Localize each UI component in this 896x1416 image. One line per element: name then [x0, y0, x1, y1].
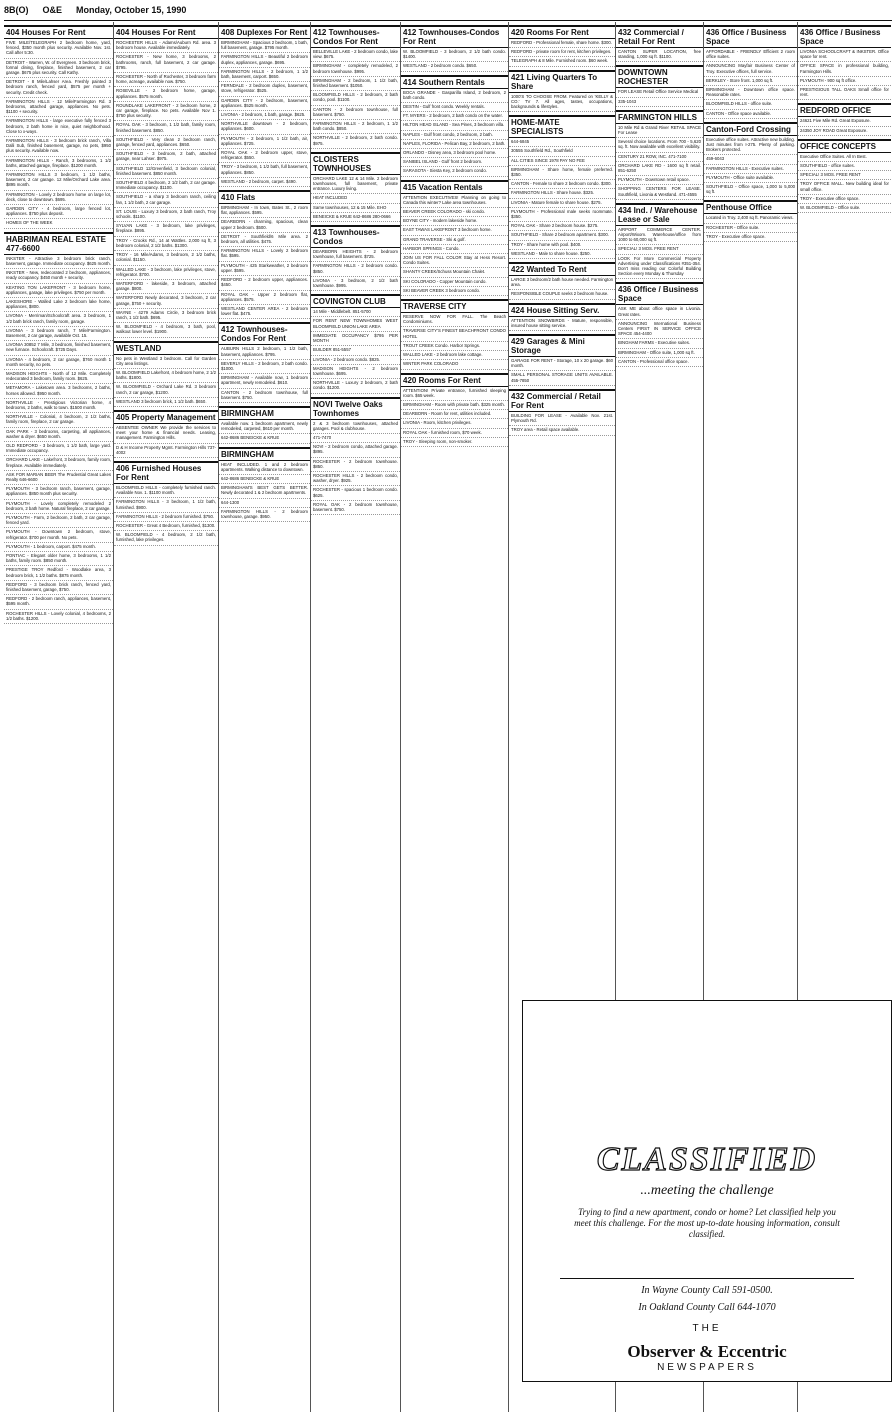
- classified-ad: HARBOR SPRINGS - Condo.: [401, 245, 508, 254]
- classified-ad: SMALL PERSONAL STORAGE UNITS AVAILABLE. 455-7850: [509, 371, 615, 385]
- classified-ad: PLYMOUTH - Downtown retail space.: [616, 176, 703, 185]
- classified-ad: BIRMINGHAM - 2 bedroom, 1 1/2 bath, finished basement. $1050.: [311, 77, 400, 91]
- section-heading: 429 Garages & Mini Storage: [509, 334, 615, 357]
- classified-ad: FARMINGTON HILLS - large executive fully fenced 3 bedroom, 2 bath home in nice, quiet neighborhood. Close to x-ways.: [4, 117, 113, 137]
- section-heading: 412 Townhouses-Condos For Rent: [311, 25, 400, 48]
- section-heading: 413 Townhouses-Condos: [311, 225, 400, 248]
- classified-ad: WAYNE - 4279 Adams Circle, 3 bedroom brick ranch, 1 1/2 bath. $695.: [114, 309, 218, 323]
- classified-ad: TROY OFFICE MALL. New building ideal for small office.: [798, 180, 891, 194]
- classified-ad: INKSTER - New, redecorated 2 bedroom, appliances, ready occupancy. $450 month + security.: [4, 269, 113, 283]
- classified-ad: JOIN US FOR FALL COLOR Stay at Hess Resort. Condo Suites.: [401, 254, 508, 268]
- classified-ad: TELEGRAPH & 8 Mile. Furnished room. $60 week.: [509, 57, 615, 66]
- classified-ad: RESERVE NOW FOR FALL. The Beach Condominiums.: [401, 313, 508, 327]
- classified-ad: OLD REDFORD - 3 bedroom, 1 1/2 bath, large yard. Immediate occupancy.: [4, 442, 113, 456]
- section-heading: 432 Commercial / Retail For Rent: [616, 25, 703, 48]
- classified-ad: CANTON - 2 bedroom townhouse, full basement. $750.: [311, 106, 400, 120]
- classified-ad: PLYMOUTH - 3 bedroom ranch, basement, garage, appliances. $850 month plus security.: [4, 485, 113, 499]
- classified-ad: FARMINGTON HILLS - 12 Mile/Farmington Rd. 3 bedrooms, attached garage, appliances. No pets. $1100 + security.: [4, 98, 113, 118]
- classified-ad: Executive office suites. Attractive new building. Just minutes from I-275. Plenty of parking. Brokers protected.: [704, 136, 797, 156]
- section-heading: 420 Rooms For Rent: [401, 373, 508, 387]
- classified-ad: PLYMOUTH - Downtown 2 bedroom, stove, refrigerator. $700 per month. No pets.: [4, 528, 113, 542]
- classified-ad: GRAND TRAVERSE - Ski & golf.: [401, 236, 508, 245]
- classified-ad: SOUTHFIELD - Office space, 1,000 to 5,000 sq ft.: [704, 183, 797, 197]
- classified-ad: D & H Income Property Mgmt. Farmington Hills 737-4002: [114, 444, 218, 458]
- classified-ad: PLYMOUTH - 1 bedroom, carport. $475 month.: [4, 543, 113, 552]
- classified-ad: REDFORD - 3 bedroom brick ranch, fenced yard, finished basement, garage, $750.: [4, 581, 113, 595]
- classified-ad: LIVONIA - 4 bedroom, 2 car garage, $760 month 1 month security, no pets.: [4, 356, 113, 370]
- classified-ad: GARDEN CITY - 4 bedroom, large fenced lot, appliances. $750 plus deposit.: [4, 205, 113, 219]
- section-heading: DOWNTOWN ROCHESTER: [616, 65, 703, 88]
- classified-ad: BERKLEY - Store front. 1,000 sq ft.: [704, 77, 797, 86]
- classified-ad: CANTON - Office space available.: [704, 110, 797, 119]
- classified-ad: BIRMINGHAM - completely remodeled, 2 bedroom townhouse. $995.: [311, 62, 400, 76]
- classified-ad: SPECIAL! 3 MOS. FREE RENT: [616, 245, 703, 254]
- classified-ad: WESTLAND - 2 bedroom, carpet. $490.: [219, 178, 310, 187]
- classified-ad: ATTENTION SNOWBIRDS - Mature, responsible, insured house sitting service.: [509, 317, 615, 331]
- wayne-county-phone: In Wayne County Call 591-0500.: [641, 1285, 773, 1296]
- classified-ad: ST. LOUIS - Luxury 3 bedroom, 2 bath ranch, Troy schools. $1100.: [114, 208, 218, 222]
- classified-ad: SKI COLORADO - Copper Mountain condo.: [401, 278, 508, 287]
- classified-ad: ROCHESTER - spacious 1 bedroom condo. $625.: [311, 486, 400, 500]
- classified-ad: LIVONIA - 3 bedroom, 2 1/2 bath townhouse. $995.: [311, 277, 400, 291]
- masthead-title: Observer & Eccentric: [627, 1342, 787, 1361]
- classified-ad: BUILDER 851-5557: [311, 346, 400, 355]
- classified-ad: W. BLOOMFIELD - 4 bedroom, 3 bath, pool, walkout lower level. $1900.: [114, 323, 218, 337]
- classified-ad: NORTHVILLE - Luxury 2 bedroom, 2 bath condo. $1200.: [311, 379, 400, 393]
- classified-ad: DEARBORN - Room for rent, utilities included.: [401, 410, 508, 419]
- classified-ad: PLYMOUTH - Farm, 2 bedroom, 2 bath, 2 car garage, fenced yard.: [4, 514, 113, 528]
- section-heading: 404 Houses For Rent: [4, 25, 113, 39]
- masthead-newspapers: NEWSPAPERS: [657, 1362, 757, 1373]
- classified-ad: ROYAL OAK - 3 bedroom, 1 1/2 bath, family room, finished basement. $850.: [114, 121, 218, 135]
- classified-ad: LIVONIA - 2 bedroom condo. $825.: [311, 356, 400, 365]
- classified-ad: PLYMOUTH - Professional male seeks roommate. $350.: [509, 208, 615, 222]
- classified-ad: SOUTHFIELD 4 bedroom, 2 1/2 bath, 2 car garage. Immediate occupancy. $1100.: [114, 179, 218, 193]
- section-heading: 410 Flats: [219, 190, 310, 204]
- section-heading: HOME-MATE SPECIALISTS: [509, 115, 615, 138]
- classified-ad: 14 Mile - Middlebelt. 851-5700: [311, 308, 400, 317]
- classified-ad: TROY area - Retail space available.: [509, 426, 615, 435]
- section-heading: 408 Duplexes For Rent: [219, 25, 310, 39]
- classified-ad: SHOPPING CENTERS FOR LEASE. Southfield, Livonia & Westland. 471-4555: [616, 185, 703, 199]
- classified-ad: WALLED LAKE - 2 bedroom lake cottage.: [401, 351, 508, 360]
- classified-ad: ATTENTION EXECUTIVES! Planning on going to Canada this winter? Lake area townhouses.: [401, 194, 508, 208]
- classified-ad: LIVONIA - Room, kitchen privileges.: [401, 419, 508, 428]
- classified-ad: AFFORDABLE - FRIENDLY Efficient 2 room office suites.: [704, 48, 797, 62]
- classified-ad: FARMINGTON HILLS - 2 bedroom condo. $850.: [311, 262, 400, 276]
- classified-ad: SPECIAL! 3 MOS. FREE RENT: [798, 171, 891, 180]
- classified-ad: SOUTHFIELD - 3 bedroom, 2 bath, attached garage, near Lahser. $975.: [114, 150, 218, 164]
- classified-ad: BIRMINGHAM'S BEST GETS BETTER. Newly decorated 1 & 2 bedroom apartments.: [219, 484, 310, 498]
- classified-ad: ASK ME about office space in Livonia. Great rates.: [616, 305, 703, 319]
- classified-ad: WATERFORD Newly decorated, 3 bedroom, 2 car garage, $750 + security.: [114, 294, 218, 308]
- classified-ad: PONTIAC - Elegant older home, 3 bedrooms, 1 1/2 baths, family room. $850 month.: [4, 552, 113, 566]
- classified-ad: ROCHESTER - 2 bedroom townhouse. $850.: [311, 458, 400, 472]
- classified-ad: ABSENTEE OWNER We provide the services to meet your home & financial needs. Leasing, management. Farmington Hills.: [114, 424, 218, 444]
- classified-ad: TRAVERSE CITY'S FINEST BEACHFRONT CONDO HOTEL: [401, 327, 508, 341]
- classified-ad: OAK PARK - 3 bedrooms, carpeting, all appliances, washer & dryer. $650 month.: [4, 428, 113, 442]
- classified-ad: FT. MYERS - 2 bedroom, 2 bath condo on the water.: [401, 112, 508, 121]
- classified-ad: FARMINGTON HILLS - 3 bedroom, 1 1/2 bath, furnished. $900.: [114, 498, 218, 512]
- section-heading: 414 Southern Rentals: [401, 75, 508, 89]
- classified-ad: LARGE 3 bedroom/2 bath house needed. Farmington area.: [509, 276, 615, 290]
- classified-ad: ALL CITIES SINCE 1978 PAY NO FEE: [509, 157, 615, 166]
- classified-ad: LIVONIA - Merriman/Schoolcraft area. 3 bedroom, 1 1/2 bath brick ranch, family room, garage.: [4, 312, 113, 326]
- classified-ad: 471-7470: [311, 434, 400, 443]
- classified-ad: PLYMOUTH - Lovely completely remodeled 2 bedroom, 2 bath home. Natural fireplace, 2 car garage.: [4, 500, 113, 514]
- classified-ad: ORCHARD LAKE 12 & 14 Mile. 2 bedroom townhouses, full basement, private entrance. Luxury living.: [311, 175, 400, 195]
- classified-ad: 642-8686 BENEICKE & KRUE: [219, 434, 310, 443]
- classified-ad: FARMINGTON HILLS - Ranch, 3 bedrooms, 1 1/2 baths, attached garage, fireplace. $1200 month.: [4, 157, 113, 171]
- section-heading: 404 Houses For Rent: [114, 25, 218, 39]
- classified-ad: ROCHESTER HILLS - 2 bedroom condo, washer, dryer. $925.: [311, 472, 400, 486]
- classified-ad: LIVONIA SCHOOLCRAFT & INKSTER. Office space for rent.: [798, 48, 891, 62]
- section-heading: HABRIMAN REAL ESTATE 477-6600: [4, 232, 113, 255]
- classified-ad: REDFORD - 2 bedroom upper, appliances. $450.: [219, 276, 310, 290]
- classified-ad: ORLANDO - Disney area, 3 bedroom pool home.: [401, 149, 508, 158]
- classified-ad: SOUTHFIELD - Share 2 bedroom apartment. $300.: [509, 231, 615, 240]
- classified-ad: 644-1300: [219, 499, 310, 508]
- classified-ad: SOUTHFIELD - a sharp 3 bedroom ranch, ceiling fan, 1 1/2 bath, 2 car garage.: [114, 193, 218, 207]
- classified-ad: NOVI - 2 bedroom condo, attached garage. $895.: [311, 443, 400, 457]
- classified-ad: OFFICE SPACE in professional building, Farmington Hills.: [798, 62, 891, 76]
- page-header: [4, 0, 892, 21]
- section-heading: Canton-Ford Crossing: [704, 122, 797, 136]
- classified-ad: FARMINGTON - Lovely 2 bedroom home on large lot, deck, close to downtown. $695.: [4, 191, 113, 205]
- section-name: O&E: [42, 5, 63, 15]
- classified-ad: W. BLOOMFIELD Lakefront, 4 bedroom home, 2 1/2 baths. $1800.: [114, 369, 218, 383]
- section-heading: WESTLAND: [114, 341, 218, 355]
- classified-ad: BIRMINGHAM - Downtown office space. Reasonable rates.: [704, 86, 797, 100]
- classified-ad: W. BLOOMFIELD - 3 bedroom, 2 1/2 bath condo. $1400.: [401, 48, 508, 62]
- classified-ad: DEARBORN HEIGHTS - 2 bedroom townhouse, full basement. $725.: [311, 248, 400, 262]
- classified-ad: 1000'S TO CHOOSE FROM. Featured on 'KELLY & CO.' TV 7. All ages, tastes, occupations, backgrounds & lifestyles.: [509, 93, 615, 113]
- classified-ad: TROY - Crooks Rd., 14 at Wattles. 2,000 sq ft, 3 bedroom colonial, 2 1/2 baths. $1300.: [114, 237, 218, 251]
- classified-ad: ROCHESTER - New home, 3 bedrooms, 2 bathrooms, ranch, full basement, 2 car garage. $795.: [114, 53, 218, 73]
- classified-ad: CANTON - 2 bedroom townhouse, full basement. $750.: [219, 389, 310, 403]
- classified-ad: BIRMINGHAM - Room with private bath. $325 month.: [401, 401, 508, 410]
- classified-ad: TROY - Executive office space.: [704, 233, 797, 242]
- classified-ad: FARMINGTON HILLS - Share house. $325.: [509, 189, 615, 198]
- classified-ad: NORTHVILLE - Prestigious Victorian home, 4 bedrooms, 2 baths, walk to town. $1500 month.: [4, 399, 113, 413]
- classified-ad: BUILDING FOR LEASE - Available Nov. 21st. Plymouth Rd.: [509, 412, 615, 426]
- classified-ad: LIVONIA - 2 bedroom, 1 bath, garage. $625.: [219, 111, 310, 120]
- classified-ad: SANIBEL ISLAND - Gulf front 2 bedroom.: [401, 158, 508, 167]
- classified-ad: FOR LEASE Retail Office Service Medical: [616, 88, 703, 97]
- classified-ad: FARMINGTON HILLS - Beautiful 2 bedroom duplex, appliances, garage. $695.: [219, 53, 310, 67]
- classified-ad: BELLEVILLE LAKE - 2 bedroom condo, lake view. $675.: [311, 48, 400, 62]
- column-2: [114, 22, 219, 1412]
- classified-ad: SHANTY CREEK/Schuss Mountain Chalet.: [401, 268, 508, 277]
- column-4: [311, 22, 401, 1412]
- classified-ad: SOUTHFIELD 12/Greenfield, 3 bedroom colonial, finished basement. $850 month.: [114, 165, 218, 179]
- classified-ad: NAPLES, FLORIDA - Pelican Bay, 2 bedroom, 2 bath.: [401, 140, 508, 149]
- classified-ad: FOR RENT NEW TOWNHOMES WEST BLOOMFIELD UNION LAKE AREA: [311, 317, 400, 331]
- classified-ad: LAKESHORE - Walled Lake 2 bedroom lake home, appliances, $800.: [4, 298, 113, 312]
- section-heading: 415 Vacation Rentals: [401, 180, 508, 194]
- classified-ad: WALLED LAKE - 3 bedroom, lake privileges, stove, refrigerator. $700.: [114, 266, 218, 280]
- classified-ad: METAMORA - Laketown area. 3 bedrooms, 2 baths, horses allowed. $950 month.: [4, 384, 113, 398]
- classified-ad: ANNOUNCING Mayfair Business Center of Troy. Executive offices, full service.: [704, 62, 797, 76]
- classified-ad: HOMES OF THE WEEK: [4, 219, 113, 228]
- classified-ad: 2 & 3 bedroom townhouses, attached garages. Pool & clubhouse.: [311, 420, 400, 434]
- classified-ad: DETROIT - 8 Mile/Lahser Area. Freshly painted 3 bedroom ranch, fenced yard, $575 per month + security. Credit check.: [4, 78, 113, 98]
- classified-ad: LIVONIA - Mature female to share house. $275.: [509, 199, 615, 208]
- classified-ad: NAPLES - Gulf front condo, 2 bedroom, 2 bath.: [401, 131, 508, 140]
- classified-ad: WINTER PARK COLORADO: [401, 360, 508, 369]
- section-heading: FARMINGTON HILLS: [616, 110, 703, 124]
- classified-ad: 24350 JOY ROAD Great Exposure.: [798, 127, 891, 136]
- section-heading: OFFICE CONCEPTS: [798, 139, 891, 153]
- column-5: [401, 22, 509, 1412]
- classified-ad: ASK FOR MARIAN BEER The Prudential Great Lakes Realty 646-6600: [4, 471, 113, 485]
- section-heading: 405 Property Management: [114, 410, 218, 424]
- classified-ad: ROCHESTER HILLS - Lovely colonial, 4 bedrooms, 2 1/2 baths. $1200.: [4, 610, 113, 624]
- classified-ad: BINGHAM FARMS - Executive suites.: [616, 339, 703, 348]
- classified-ad: HILTON HEAD ISLAND - Sea Pines, 3 bedroom villa.: [401, 121, 508, 130]
- classified-ad: FARMINGTON HILLS - 2 bedroom furnished. $750.: [114, 513, 218, 522]
- classified-ad: TROY - Sleeping room, non-smoker.: [401, 438, 508, 447]
- section-heading: BIRMINGHAM: [219, 447, 310, 461]
- classified-ad: No pets in Westland 3 bedroom. Call for Garden City area listings.: [114, 355, 218, 369]
- classified-ad: 10 Mile Rd & Grand River RETAIL SPACE For Lease: [616, 124, 703, 138]
- page-number: 8B(O): [4, 5, 29, 15]
- classified-ad: Several choice locations. From 700 - 5,620 sq. ft. Now available with excellent visibility.: [616, 138, 703, 152]
- classified-ad: FIVE MILE/TELEGRAPH 2 bedroom home, yard, fenced, $350 month plus security. Available Nov. 1st. Call after 5:30.: [4, 39, 113, 59]
- classified-ad: DETROIT - Warren, W. of Evergreen. 3 bedroom brick, formal dining, fireplace, finished basement, 2 car garage. $675 plus security. Call Kathy.: [4, 59, 113, 79]
- section-heading: BIRMINGHAM: [219, 406, 310, 420]
- classified-ad: PLYMOUTH - 900 sq ft office.: [798, 77, 891, 86]
- section-heading: 422 Wanted To Rent: [509, 262, 615, 276]
- classified-wordmark: CLASSIFIED: [596, 1141, 818, 1178]
- section-heading: CLOISTERS TOWNHOUSES: [311, 152, 400, 175]
- classified-ad: NORTHVILLE - Colonial, 4 bedroom, 2 1/2 baths, family room, fireplace, 2 car garage.: [4, 413, 113, 427]
- promo-divider: [560, 1278, 854, 1279]
- section-heading: TRAVERSE CITY: [401, 299, 508, 313]
- classified-ad: PLYMOUTH - 425 Starkweather, 2 bedroom upper. $595.: [219, 262, 310, 276]
- classified-ad: LIVONIA - 3 bedroom ranch, 7 Mile/Farmington. Basement, 2 car garage, available Oct. 15.: [4, 327, 113, 341]
- classified-ad: CANTON - Female to share 2 bedroom condo. $300.: [509, 180, 615, 189]
- classified-ad: TROY - Executive office space.: [798, 195, 891, 204]
- classified-ad: CANTON - Professional office space.: [616, 358, 703, 367]
- classified-ad: LIVONIA 30852 7 Mile, 3 bedroom, finished basement, new furnace. Schoolcraft. $725 Days.: [4, 341, 113, 355]
- classified-ad: W. BLOOMFIELD - Orchard Lake Rd. 3 bedroom ranch, 2 car garage, $1200.: [114, 383, 218, 397]
- classified-ad: ROCHESTER HILLS - Adams/Auburn Rd. area. 3 bedroom house. Available immediately.: [114, 39, 218, 53]
- classified-ad: TROY - Share home with pool. $400.: [509, 241, 615, 250]
- classified-ad: BEAVER CREEK COLORADO - ski condo.: [401, 208, 508, 217]
- classified-ad: 24621 Five Mile Rd. Great Exposure.: [798, 117, 891, 126]
- classified-ad: WESTLAND CENTER AREA - 2 bedroom lower flat. $475.: [219, 305, 310, 319]
- section-heading: 421 Living Quarters To Share: [509, 70, 615, 93]
- classified-ad: 642-8686 BENEICKE & KRUE: [219, 475, 310, 484]
- classified-ad: LOOK For More Commercial Property Advertising under Classifications #351-354. Don't miss reading our Colorful Building Section every Monday & Thursday: [616, 255, 703, 280]
- classified-ad: RESPONSIBLE COUPLE seeks 2 bedroom house.: [509, 290, 615, 299]
- classified-ad: ATTENTION! Private entrance, furnished sleeping room. $65 week.: [401, 387, 508, 401]
- classified-ad: BIRMINGHAM - Office suite, 1,000 sq ft.: [616, 349, 703, 358]
- classified-ad: FARMINGTON HILLS - 3 bedroom brick ranch, Villa Dalli Sub, finished basement, garage, no pets, $950 plus security. Available now.: [4, 137, 113, 157]
- classified-ad: REDFORD - private room for rent, kitchen privileges.: [509, 48, 615, 57]
- classified-ad: ROCHESTER - North of Rochester, 3 bedroom farm home, acreage, available now. $750.: [114, 73, 218, 87]
- section-heading: 434 Ind. / Warehouse Lease or Sale: [616, 203, 703, 226]
- classified-ad: FARMINGTON HILLS - 2 bedroom, 1 1/2 bath, basement, carport. $650.: [219, 68, 310, 82]
- classified-ad: BLOOMFIELD HILLS - completely furnished ranch. Available Nov. 1. $1100 month.: [114, 484, 218, 498]
- classified-ad: IMMEDIATE OCCUPANCY $795 PER MONTH: [311, 332, 400, 346]
- classified-ad: SOUTHFIELD - Very clean 2 bedroom ranch, garage, fenced yard, appliances. $650.: [114, 136, 218, 150]
- classified-ad: MADISON HEIGHTS - North of 12 Mile. Completely redecorated 3 bedroom, family room. $625.: [4, 370, 113, 384]
- classified-ad: Located in Troy. 2,400 sq ft. Panoramic views.: [704, 214, 797, 223]
- section-heading: Penthouse Office: [704, 200, 797, 214]
- masthead-the: THE: [692, 1323, 722, 1334]
- classified-ad: ROSEVILLE - 2 bedroom home, garage, appliances. $575 month.: [114, 87, 218, 101]
- classified-ad: SYLVAN LAKE - 3 bedroom, lake privileges, fireplace. $895.: [114, 222, 218, 236]
- classified-ad: HEAT INCLUDED. 1 and 2 bedroom apartments. Walking distance to downtown.: [219, 461, 310, 475]
- classified-ad: INKSTER - Attractive 3 bedroom brick ranch, basement, garage. Immediate occupancy. $625 month.: [4, 255, 113, 269]
- section-heading: 436 Office / Business Space: [798, 25, 891, 48]
- classified-ad: AIRPORT COMMERCE CENTER. Airport/Wixom. Warehouse/office from 1000 to 60,000 sq ft.: [616, 226, 703, 246]
- promo-tagline: ...meeting the challenge: [640, 1183, 774, 1198]
- classified-ad: DESTIN - Gulf front condo. Weekly rentals.: [401, 103, 508, 112]
- classified-ad: GARDEN CITY - 2 bedroom, basement, appliances. $525 month.: [219, 97, 310, 111]
- classified-ad: GARAGE FOR RENT - Storage, 10 x 20 garage. $60 month.: [509, 357, 615, 371]
- issue-date: Monday, October 15, 1990: [76, 5, 187, 15]
- classified-ad: FARMINGTON HILLS - Executive suites.: [704, 165, 797, 174]
- classified-ad: NORTHVILLE downtown - 2 bedroom, appliances. $600.: [219, 120, 310, 134]
- promo-body: Trying to find a new apartment, condo or home? Let classified help you meet this challenge. For the most up-to-date housing information, consult classified.: [574, 1207, 840, 1239]
- section-heading: 424 House Sitting Serv.: [509, 303, 615, 317]
- classified-ad: W. BLOOMFIELD - Office suite.: [798, 204, 891, 213]
- classified-ad: MADISON HEIGHTS - 2 bedroom townhouse. $695.: [311, 365, 400, 379]
- classified-ad: PRESTIGIOUS TALL OAKS Small office for rent.: [798, 86, 891, 100]
- classified-ad: DETROIT - Southfield/6 Mile area. 2 bedroom, all utilities. $475.: [219, 233, 310, 247]
- classified-ad: PLYMOUTH - 2 bedroom, 1 1/2 bath, air, appliances. $725.: [219, 135, 310, 149]
- classified-ad: SOUTHFIELD - office suites.: [798, 162, 891, 171]
- classified-ad: EAST TAWAS LAKEFRONT 3 bedroom home.: [401, 226, 508, 235]
- classified-ad: BENEICKE & KRUE 642-8686 280-0666: [311, 213, 400, 222]
- classified-ad: TROY - 16 Mile/Adams, 3 bedroom, 2 1/2 baths, colonial. $1150.: [114, 251, 218, 265]
- classified-ad: BIRMINGHAM - Share home, female preferred. $350.: [509, 166, 615, 180]
- classified-ad: BIRMINGHAM - Available now, 1 bedroom apartment, newly remodeled. $610.: [219, 374, 310, 388]
- section-heading: 436 Office / Business Space: [704, 25, 797, 48]
- classified-ad: TROUT CREEK Condo. Harbor Springs.: [401, 342, 508, 351]
- classified-ad: WESTLAND - 2 bedroom condo. $650.: [401, 62, 508, 71]
- section-heading: NOVI Twelve Oaks Townhomes: [311, 397, 400, 420]
- classified-ad: 30555 Southfield Rd., Southfield: [509, 147, 615, 156]
- section-heading: 420 Rooms For Rent: [509, 25, 615, 39]
- classified-ad: ROYAL OAK - Share 2 bedroom house. $275.: [509, 222, 615, 231]
- classified-ad: Same townhouses, 12 & 15 Mile. EHO: [311, 204, 400, 213]
- classified-ad: SKI BEAVER CREEK 3 bedroom condo.: [401, 287, 508, 296]
- classified-ad: NORTHVILLE - 2 bedroom, 2 bath condo. $975.: [311, 134, 400, 148]
- section-heading: REDFORD OFFICE: [798, 103, 891, 117]
- classified-ad: DEARBORN - charming, spacious, clean upper 2 bedroom. $500.: [219, 218, 310, 232]
- classified-ad: ROYAL OAK - 2 bedroom upper, stove, refrigerator. $550.: [219, 149, 310, 163]
- classified-ad: FARMINGTON HILLS 3 bedroom, 1 1/2 baths, basement, 2 car garage. 12 Mile/Orchard Lake area. $895 month.: [4, 171, 113, 191]
- classified-ad: BIRMINGHAM - Spacious 2 bedroom, 1 bath, full basement, garage. $795 month.: [219, 39, 310, 53]
- classified-ad: CANTON SUPER LOCATION, free standing, 1,000 sq ft. $1100.: [616, 48, 703, 62]
- classified-ad: FARMINGTON HILLS - Lovely 2 bedroom flat. $595.: [219, 247, 310, 261]
- classified-ad: ROCHESTER - Office suite.: [704, 224, 797, 233]
- classified-ad: BLOOMFIELD HILLS - office suite.: [704, 100, 797, 109]
- classified-ad: 335-1043: [616, 98, 703, 107]
- oakland-county-phone: In Oakland County Call 644-1070: [638, 1302, 776, 1313]
- classified-ad: ROUNDLAKE LAKEFRONT - 2 bedroom home, 2 car garage, fireplace. No pets. Available Nov 1. $750 plus security.: [114, 102, 218, 122]
- classified-ad: ROYAL OAK - Upper 2 bedroom flat, appliances. $575.: [219, 291, 310, 305]
- classified-ad: WATERFORD - lakeside, 3 bedroom, attached garage. $800.: [114, 280, 218, 294]
- classified-ad: BLOOMFIELD HILLS - 2 bedroom, 2 bath condo, pool. $1100.: [311, 91, 400, 105]
- classified-ad: W. BLOOMFIELD - 4 bedroom, 2 1/2 bath, furnished, lake privileges.: [114, 531, 218, 545]
- classified-ad: BIRMINGHAM - In town, Bates St., 2 room flat, appliances. $595.: [219, 204, 310, 218]
- classified-ad: PRESTIGE TROY Redford - Woodlake area, 3 bedroom brick, 1 1/2 baths. $875 month.: [4, 566, 113, 580]
- classified-ad: BOCA GRANDE - Gasparilla Island, 2 bedroom, 2 bath condo.: [401, 89, 508, 103]
- classified-ad: BOYNE CITY - modern lakeside home.: [401, 217, 508, 226]
- classified-ad: Available now. 1 bedroom apartment, newly remodeled, carpeted, $610 per month.: [219, 420, 310, 434]
- classified-ad: REDFORD - 2 bedroom ranch, appliances, basement, $595 month.: [4, 595, 113, 609]
- classified-ad: 459-6043: [704, 155, 797, 164]
- classified-ad: TROY - 3 bedroom, 1 1/2 bath, full basement, appliances. $850.: [219, 163, 310, 177]
- section-heading: 436 Office / Business Space: [616, 282, 703, 305]
- classified-ad: ANNOUNCING International Business Centers FIRST IN SERVICE OFFICE SPACE 454-4400: [616, 320, 703, 340]
- column-3: [219, 22, 311, 1412]
- section-heading: 406 Furnished Houses For Rent: [114, 461, 218, 484]
- section-heading: 412 Townhouses-Condos For Rent: [219, 322, 310, 345]
- classified-ad: CENTURY 21 ROW, INC. 471-7100: [616, 153, 703, 162]
- classified-ad: ROYAL OAK - 2 bedroom townhouse, basement. $750.: [311, 501, 400, 515]
- section-heading: 412 Townhouses-Condos For Rent: [401, 25, 508, 48]
- classified-ad: PLYMOUTH - Office suite available.: [704, 174, 797, 183]
- classified-ad: KEATING TON LAKEFRONT - 3 bedroom home, appliances, garage, lake privileges. $750 per month.: [4, 284, 113, 298]
- classified-ad: FARMINGTON HILLS - 2 bedroom townhouse, garage. $950.: [219, 508, 310, 522]
- classified-promo: [522, 1000, 892, 1382]
- section-heading: 432 Commercial / Retail For Rent: [509, 389, 615, 412]
- classified-ad: ORCHARD LAKE - Lakefront, 3 bedroom, family room, fireplace. Available immediately.: [4, 456, 113, 470]
- column-1: [4, 22, 114, 1412]
- section-heading: COVINGTON CLUB: [311, 294, 400, 308]
- classified-ad: REDFORD - Professional female, share home. $300.: [509, 39, 615, 48]
- classified-ad: FERNDALE - 2 bedroom duplex, basement, stove, refrigerator. $525.: [219, 82, 310, 96]
- classified-ad: ROYAL OAK - furnished room, $70 week.: [401, 429, 508, 438]
- classified-ad: AUBURN HILLS 2 bedroom, 1 1/2 bath, basement, appliances. $795.: [219, 345, 310, 359]
- classified-ad: WESTLAND - Male to share house. $250.: [509, 250, 615, 259]
- classified-ad: ROCHESTER - Great 4 Bedroom, furnished, $1300.: [114, 522, 218, 531]
- classified-ad: SARASOTA - Siesta Key, 2 bedroom condo.: [401, 167, 508, 176]
- classified-ad: Executive Office Suites. All In Best.: [798, 153, 891, 162]
- classified-ad: FARMINGTON HILLS - 2 bedroom, 1 1/2 bath condo. $850.: [311, 120, 400, 134]
- classified-ad: ORCHARD LAKE RD - 1600 sq ft retail. 851-6250: [616, 162, 703, 176]
- classified-ad: WESTLAND 3 bedroom brick, 1 1/2 bath. $650.: [114, 398, 218, 407]
- classified-ad: 644-6845: [509, 138, 615, 147]
- classified-ad: BEVERLY HILLS - 2 bedroom, 2 bath condo. $1000.: [219, 360, 310, 374]
- classified-ad: HEAT INCLUDED: [311, 194, 400, 203]
